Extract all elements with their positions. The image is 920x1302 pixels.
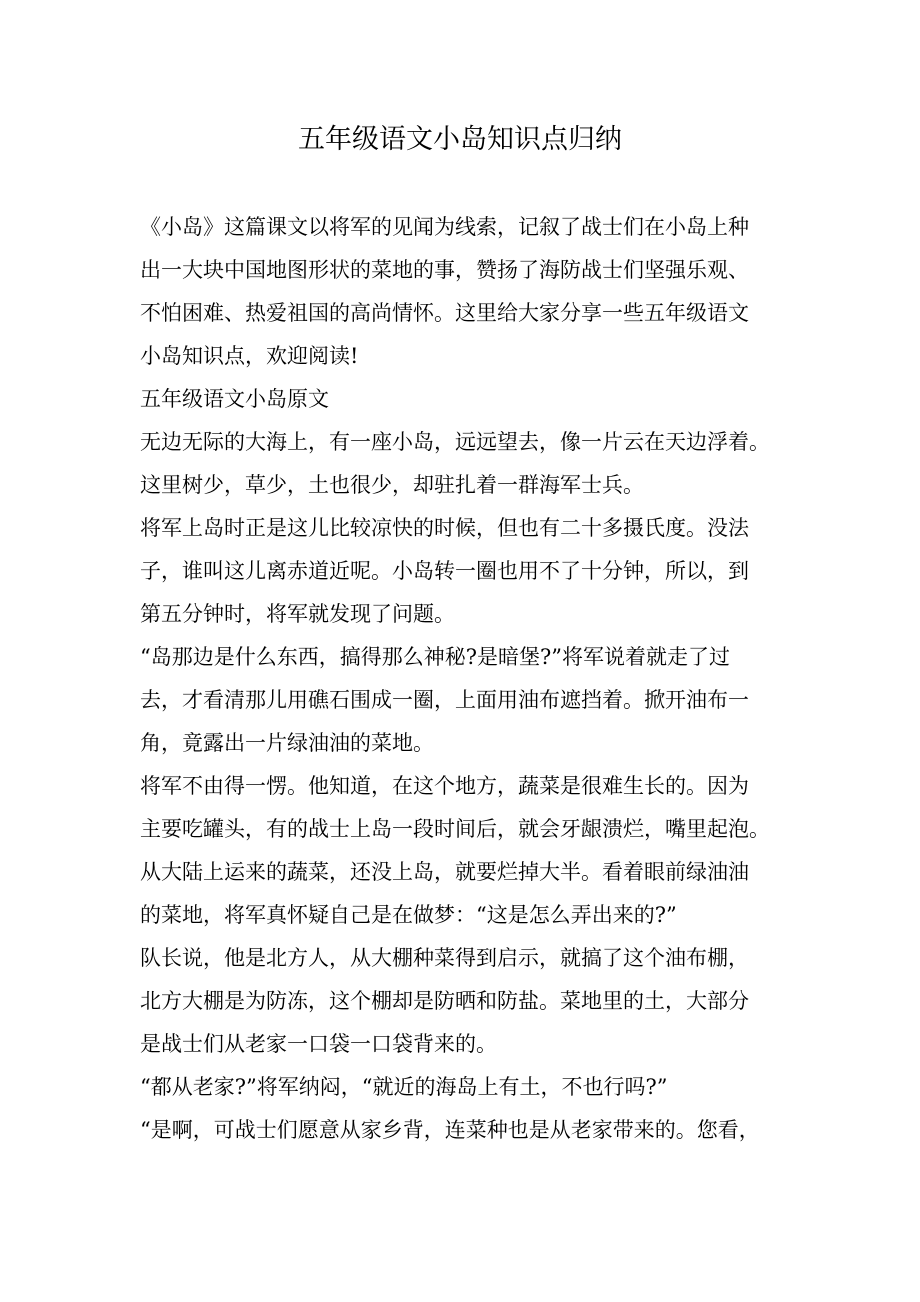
text-line: 的菜地，将军真怀疑自己是在做梦：“这是怎么弄出来的?” [140, 903, 677, 927]
text-line: 主要吃罐头，有的战士上岛一段时间后，就会牙龈溃烂，嘴里起泡。 [140, 817, 770, 841]
text-line: 这里树少，草少，土也很少，却驻扎着一群海军士兵。 [140, 473, 644, 497]
text-line: 队长说，他是北方人，从大棚种菜得到启示，就搞了这个油布棚， [140, 946, 749, 970]
text-line: 将军上岛时正是这儿比较凉快的时候，但也有二十多摄氏度。没法 [140, 516, 749, 540]
document-title: 五年级语文小岛知识点归纳 [298, 124, 622, 155]
text-line: 北方大棚是为防冻，这个棚却是防晒和防盐。菜地里的土，大部分 [140, 989, 749, 1013]
text-line: 去，才看清那儿用礁石围成一圈，上面用油布遮挡着。掀开油布一 [140, 688, 749, 712]
text-line: 将军不由得一愣。他知道，在这个地方，蔬菜是很难生长的。因为 [140, 774, 749, 798]
text-line: 小岛知识点，欢迎阅读! [140, 344, 359, 368]
text-line: 出一大块中国地图形状的菜地的事，赞扬了海防战士们坚强乐观、 [140, 258, 749, 282]
text-line: 《小岛》这篇课文以将军的见闻为线索，记叙了战士们在小岛上种 [140, 215, 749, 239]
text-line: “是啊，可战士们愿意从家乡背，连菜种也是从老家带来的。您看， [140, 1118, 760, 1142]
text-line: 是战士们从老家一口袋一口袋背来的。 [140, 1032, 497, 1056]
section-heading: 五年级语文小岛原文 [140, 387, 329, 411]
text-line: 无边无际的大海上，有一座小岛，远远望去，像一片云在天边浮着。 [140, 430, 770, 454]
text-line: 第五分钟时，将军就发现了问题。 [140, 602, 455, 626]
text-line: 不怕困难、热爱祖国的高尚情怀。这里给大家分享一些五年级语文 [140, 301, 749, 325]
text-line: 角，竟露出一片绿油油的菜地。 [140, 731, 434, 755]
text-line: 从大陆上运来的蔬菜，还没上岛，就要烂掉大半。看着眼前绿油油 [140, 860, 749, 884]
text-line: “都从老家?”将军纳闷，“就近的海岛上有土，不也行吗?” [140, 1075, 668, 1099]
text-line: “岛那边是什么东西，搞得那么神秘?是暗堡?”将军说着就走了过 [140, 645, 730, 669]
text-line: 子，谁叫这儿离赤道近呢。小岛转一圈也用不了十分钟，所以，到 [140, 559, 749, 583]
